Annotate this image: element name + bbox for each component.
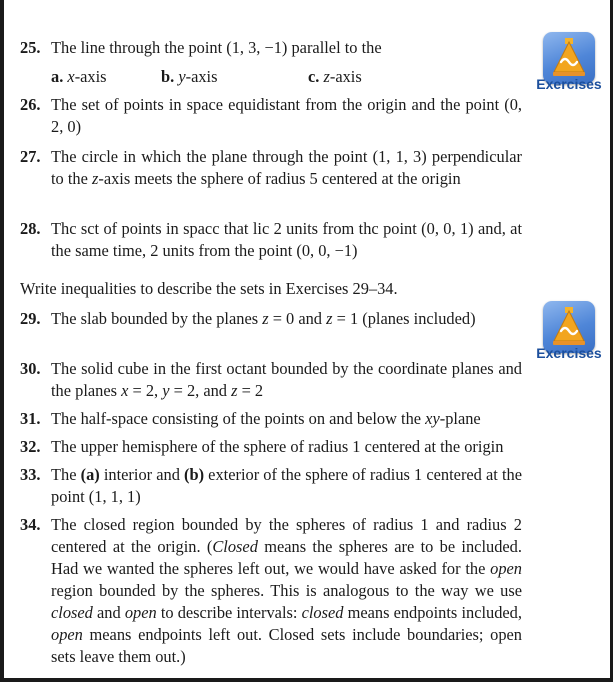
exercise-number: 34.: [20, 515, 41, 534]
exercise-28: [20, 218, 522, 262]
exercise-number: 33.: [20, 465, 41, 484]
exercise-text: The upper hemisphere of the sphere of radius 1 centered at the origin: [51, 437, 504, 456]
exercise-number: 25.: [20, 38, 41, 57]
exercise-31: [20, 408, 522, 430]
exercise-number: 30.: [20, 359, 41, 378]
exercise-27: [20, 146, 522, 190]
exercise-number: 29.: [20, 309, 41, 328]
exercise-text: The closed region bounded by the spheres of radius 1 and radius 2 centered at the origin. (Closed means the spheres are to be included. Had we wanted the spheres left out, we would have asked for the open region bounded by the spheres. This is analogous to the way we use closed and open to describe intervals: closed means endpoints included, open means endpoints left out. Closed sets include boundaries; open sets leave them out.): [51, 515, 522, 666]
exercise-number: 28.: [20, 219, 41, 238]
exercise-32: [20, 436, 522, 458]
bottom-rule: [0, 678, 613, 682]
exercise-text: The line through the point (1, 3, −1) parallel to the: [51, 38, 382, 57]
exercise-text: Thc sct of points in spacc that lic 2 units from thc point (0, 0, 1) and, at the same time, 2 units from the point (0, 0, −1): [51, 219, 522, 260]
badge-label: Exercises: [536, 76, 602, 92]
exercise-33: [20, 464, 522, 508]
exercise-text: The solid cube in the first octant bounded by the coordinate planes and the planes x = 2, y = 2, and z = 2: [51, 359, 522, 400]
exercise-text: The circle in which the plane through the point (1, 1, 3) perpendicular to the z-axis meets the sphere of radius 5 centered at the origin: [51, 147, 522, 188]
badge-label: Exercises: [536, 345, 602, 361]
exercises-badge[interactable]: [533, 32, 605, 104]
exercise-text: The half-space consisting of the points on and below the xy-plane: [51, 409, 481, 428]
exercise-number: 31.: [20, 409, 41, 428]
exercise-number: 32.: [20, 437, 41, 456]
part-a: a. x-axis: [51, 67, 107, 86]
exercise-number: 27.: [20, 147, 41, 166]
part-c: c. z-axis: [308, 67, 362, 86]
exercise-30: [20, 358, 522, 402]
section-intro: Write inequalities to describe the sets in Exercises 29–34.: [20, 279, 398, 298]
exercise-34: [20, 514, 522, 668]
part-b: b. y-axis: [161, 67, 218, 86]
exercise-26: [20, 94, 522, 138]
exercise-text: The set of points in space equidistant from the origin and the point (0, 2, 0): [51, 95, 522, 136]
exercise-text: The slab bounded by the planes z = 0 and z = 1 (planes included): [51, 309, 476, 328]
exercises-badge[interactable]: [533, 301, 605, 373]
exercise-29: [20, 308, 522, 330]
exercise-25-parts: [51, 66, 431, 88]
exercise-number: 26.: [20, 95, 41, 114]
exercise-25: [20, 37, 522, 59]
exercise-text: The (a) interior and (b) exterior of the sphere of radius 1 centered at the point (1, 1, 1): [51, 465, 522, 506]
